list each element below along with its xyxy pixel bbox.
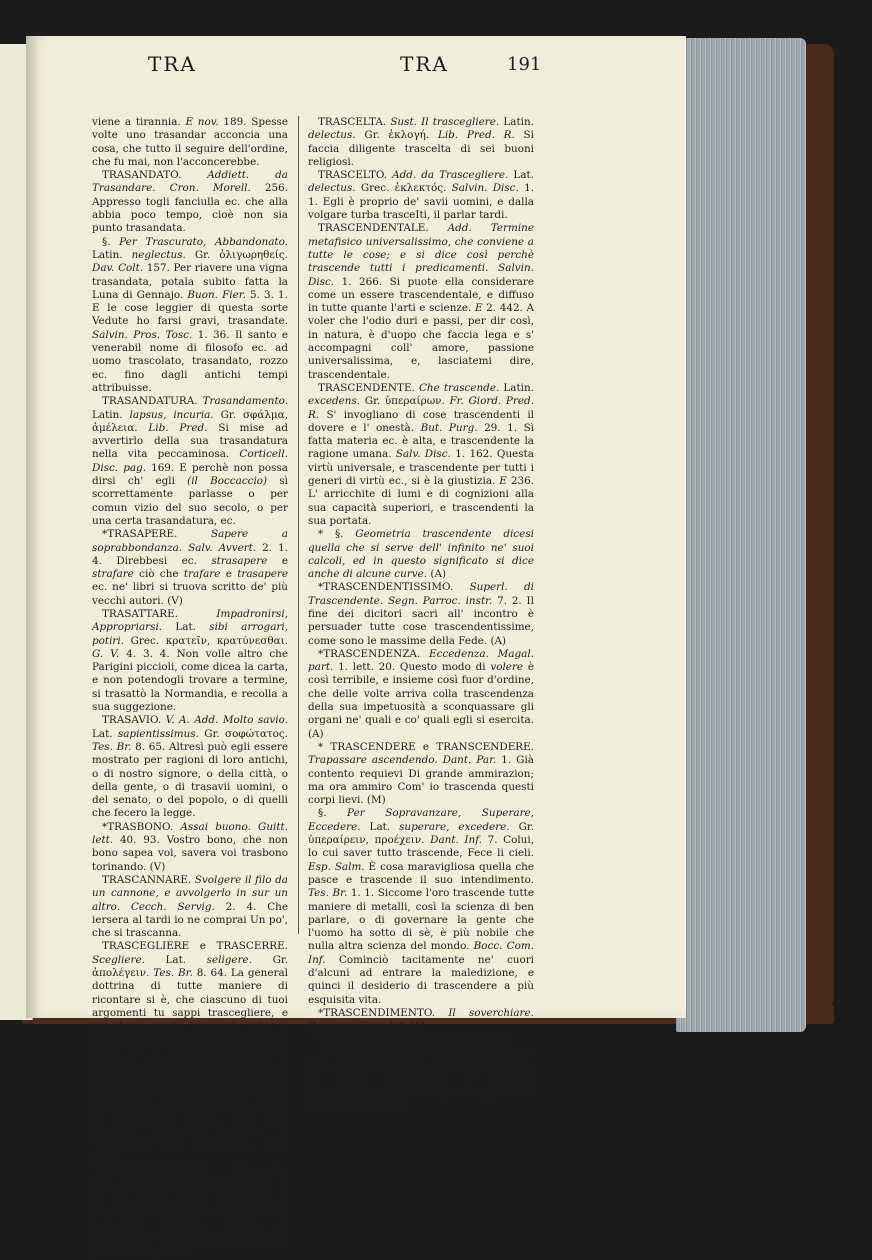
text-run: 1. 162. Questa virtù universale, e trascendente per tutti i generi di virtù ec., si è la giustizia. — [308, 448, 534, 488]
entry-paragraph — [308, 382, 534, 528]
text-run: Lat. — [92, 1179, 119, 1192]
italic-run: Sapere a soprabbondanza. Salv. Avvert. — [92, 528, 288, 554]
text-run: 7. Colui, lo cui saver tutto trascende, Fece li cieli. — [308, 834, 534, 860]
italic-run: Lib. Pred. — [148, 421, 208, 434]
italic-run: Tes. Br. — [153, 967, 193, 979]
entry-paragraph — [308, 528, 534, 581]
italic-run: volere — [490, 661, 524, 674]
text-run: 7. 2. Il fine dei dicitori sacri all' incontro è persuader tutte cose trascendentissime, come sono le massime della Fede. (A) — [308, 594, 534, 647]
italic-run: (il Boccaccio) — [187, 475, 268, 488]
text-run: 29. 1. Sì fatta materia ec. è alta, e trascendente la ragione umana. — [308, 421, 535, 461]
text-run: §. — [318, 807, 348, 820]
guide-word-left: TRA — [148, 52, 197, 76]
text-run: 157. Udendo la vipra così parlare la lima, fu molto insuperbita, e vennela trascinando per la casa. — [308, 1060, 534, 1099]
text-run: 167. Le quali — [108, 1099, 191, 1112]
italic-run: Scegliere. — [92, 953, 145, 966]
text-run: 5. 12. 6. Se per ispessezza de' frutti si caricassero troppo i rami, si se ne deono del mese di Giugno e di Luglio trascerre tutti i viziosi. — [92, 1046, 288, 1099]
italic-run: Per Sopravanzare, Superare, Eccedere. — [308, 807, 534, 833]
italic-run: Lib. Pred. R. — [437, 129, 515, 142]
italic-run: Assai buono. Guitt. lett. — [92, 820, 288, 847]
text-run: S' invogliano di cose trascendenti il dovere e l' onestà. — [308, 408, 534, 434]
entry-paragraph — [308, 807, 534, 1006]
text-run: e — [220, 568, 238, 581]
text-run: TRASCERRE. — [318, 1033, 393, 1046]
entry-paragraph — [308, 116, 534, 169]
text-run: , giunte al desiderato monte, con ogni maggior prestezza attesero a trasceglier quei semi l'uno dall' altro. — [92, 1099, 288, 1166]
text-run: Latin. — [92, 248, 132, 261]
entry-paragraph — [92, 608, 288, 714]
text-run: Gr. ἀπολέγειν. — [92, 953, 289, 979]
entry-paragraph — [92, 395, 288, 528]
italic-run: Trascelta. — [235, 1166, 288, 1179]
text-run: Si mise ad avvertirlo della sua trasandatura nella vita peccaminosa. — [92, 421, 288, 461]
italic-run: Tes. Br. — [308, 887, 348, 900]
text-run: Lat. — [144, 953, 207, 966]
text-run: 2. 4. Che iersera al tardi io ne comprai Un po', che si trascanna. — [92, 900, 288, 940]
text-run: 1778; — [338, 1099, 376, 1112]
text-run: 1. Già contento requievi Di grande ammirazion; ma ora ammiro Com' io trascenda questi corpi lievi. (M) — [308, 754, 535, 807]
text-run: TRASCELTO. — [318, 169, 393, 182]
italic-run: Superl. di Trascendente. Segn. Parroc. instr. — [308, 581, 534, 607]
text-run: 157. Per riavere una vigna trasandata, potala subito fatta la Luna di Gennajo. — [92, 262, 288, 301]
italic-run: superare, excedere. — [399, 820, 510, 833]
italic-run: trafare — [183, 568, 221, 581]
italic-run: Geometria trascendente dicesi quella che si serve dell' infinito ne' suoi calcoli, ed in questo significato si dice anche di alcune curve. — [308, 528, 534, 581]
text-run: TRASCEGLIMENTO. — [102, 1166, 236, 1179]
left-column — [92, 116, 288, 1260]
text-run: §. — [102, 235, 120, 248]
italic-run: sapientissimus. — [117, 727, 199, 740]
italic-run: Add. Termine metafisico universalissimo, che conviene a tutte le cose; e si dice così perchè trascende tutti i predicamenti. Salvin. Disc. — [308, 222, 535, 288]
text-run: 236. L' arricchite di lumi e di cognizioni alla sua capacità superiori, e trascendenti la sua portata. — [308, 475, 534, 527]
italic-run: Buon. Fier. — [187, 288, 246, 301]
italic-run: G. V. — [92, 647, 120, 660]
italic-run: excedens. — [308, 395, 361, 408]
text-run: e — [267, 554, 288, 567]
text-run: Gr. σφάλμα, ἀμέλεια. — [92, 408, 288, 434]
text-run: 1. lett. 20. Questo modo di — [333, 661, 491, 674]
italic-run: Trapassare ascendendo. Dant. Par. — [308, 754, 497, 767]
text-run: viene a tirannia. — [92, 116, 186, 128]
text-run: Gr. ὑπεραίρειν, προέχειν. — [308, 820, 535, 847]
entry-paragraph — [92, 940, 288, 1166]
text-run: Lat. — [508, 169, 534, 182]
entry-paragraph — [92, 528, 288, 608]
italic-run: But. Purg. — [420, 421, 478, 434]
italic-run: Impadronirsi, Appropriarsi. — [92, 607, 288, 634]
text-run: Cominciò tacitamente ne' cuori d'alcuni ad entrare la maledizione, e quinci il desiderio di trascendere a più esquisita vita. — [308, 953, 534, 1006]
italic-run: Cr. — [92, 1046, 108, 1059]
text-run: TRASCENDENTE. — [318, 381, 419, 394]
text-run: 40. 93. Vostro bono, che non bono sapea voi, saverа voi trasbono torinando. (V) — [92, 834, 288, 873]
entry-paragraph — [92, 1166, 288, 1259]
text-run: Lat. — [360, 820, 400, 833]
text-run: Gr. ὀλιγωρηθείς. — [185, 248, 288, 261]
text-run: TRASCEGLIERE. — [415, 1033, 510, 1046]
italic-run: Dav. Colt. — [92, 262, 144, 275]
italic-run: Dant. Inf. — [430, 834, 482, 847]
text-run: *TRASCENDENTISSIMO. — [318, 581, 470, 594]
italic-run: Corticell. Disc. pag. — [92, 448, 288, 474]
text-run: Latin. — [499, 116, 534, 128]
entry-paragraph — [308, 169, 534, 222]
text-run: 5. 3. 1. E le cose leggier di questa sorte Vedute ho farsi gravi, trasandate. — [92, 288, 288, 328]
italic-run: Bocc. Com. Inf. — [308, 940, 534, 966]
text-run: Gr. σοφώτατος. — [198, 727, 288, 740]
italic-run: E — [499, 475, 507, 488]
entry-paragraph — [92, 821, 288, 874]
entry-paragraph — [92, 874, 288, 940]
italic-run: Svolgere il filo da un cannone, e avvolgerlo in sur un altro. Cecch. Servig. — [92, 873, 288, 913]
italic-run: Trasandamento. — [202, 395, 288, 408]
text-run: 4. 3. 4. Non volle altro che Parigini piccioli, come dicea la carta, e non potendogli trovare a termine, si trasattò la Normandia, e recolla a sua suggezione. — [92, 647, 289, 714]
text-run: 1. 36. Il santo e venerabil nome di filosofo ec. ad uomo trascolato, trasandato, rozzo ec. fino dagli antichi tempi attribuisse. — [92, 328, 288, 394]
text-run: *TRASAPERE. — [102, 528, 211, 541]
text-run: Lat. — [162, 621, 210, 634]
entry-paragraph — [92, 169, 288, 235]
italic-run: quella — [375, 1099, 408, 1112]
italic-run: Eccedenza. Magal. part. — [308, 647, 534, 674]
right-column — [308, 116, 534, 1113]
italic-run: Sust. Il trascegliere. — [390, 116, 500, 128]
page-number: 191 — [507, 54, 542, 75]
text-run: 189. Spesse volte uno trasandar acconcia una cosa, che tutto il seguire dell'ordine, che fu mai, non l'acconcerebbe. — [92, 116, 289, 168]
entry-paragraph — [308, 1047, 534, 1113]
italic-run: trasapere — [237, 568, 288, 581]
entry-paragraph — [308, 648, 534, 741]
italic-run: E nov. — [185, 116, 219, 128]
text-run: Gr. ἐκλογή. — [355, 129, 438, 142]
text-run: 2. 442. A voler che l'odio duri e passi, per dir così, in natura, è d'uopo che faccia lega e s' accompagni coll' amore, passione universalissima, e, lasciatemi dire, trascendentale. — [308, 302, 534, 381]
entry-paragraph — [308, 222, 534, 382]
italic-run: (Così legge l'ediz. di Fir. — [308, 1086, 534, 1112]
text-run: * §. — [318, 528, 356, 541]
text-run: TRASCELTA. — [318, 116, 391, 128]
text-run: 1. 1. Siccome l'oro trascende tutte maniere di metalli, così la scienza di ben parlare, o di governare la gente che l'uomo ha sotto di sè, è più nobile che nulla altra scienza del mondo. — [308, 887, 534, 953]
text-run: TRASAVIO. — [102, 714, 166, 727]
italic-run: Ved. — [392, 1033, 416, 1046]
text-run: 256. Appresso togli fanciulla ec. che alla abbia poco tempo, cioè non sia punto trasandata. — [92, 182, 288, 235]
entry-paragraph — [308, 1007, 534, 1034]
italic-run: Che trascende. — [418, 381, 500, 394]
text-run: *TRASCENDIMENTO. — [318, 1006, 449, 1019]
text-run: TRASANDATURA. — [102, 395, 203, 408]
italic-run: strasapere — [211, 554, 268, 567]
italic-run: strafare — [92, 568, 134, 581]
italic-run: Esp. Salm. — [308, 860, 365, 873]
entry-paragraph — [308, 1033, 534, 1046]
column-rule — [298, 116, 299, 934]
text-run: 2. 1. 4. Direbbesi ec. — [92, 541, 289, 567]
text-run: 1. 5. La purità e la proprietà, il trascegliimento delle voci si studia, acciocchè possano servire di strumenti e d'armi alla bella e alla grande eloquenza. — [92, 1179, 288, 1259]
italic-run: E — [474, 302, 483, 315]
text-run: 1. 1. Egli è proprio de' savii uomini, e dalla volgare turba trasceIti, il parlar tardi. — [308, 182, 534, 222]
text-run: *TRASBONO. — [102, 820, 181, 833]
entry-paragraph — [92, 116, 288, 169]
page-edges — [676, 38, 806, 1032]
text-run: TRASATTARE. — [102, 607, 217, 620]
italic-run: (formiche) — [190, 1099, 246, 1112]
italic-run: neglectus. — [131, 248, 186, 261]
text-run: Lat. — [92, 727, 118, 740]
guide-word-right: TRA — [400, 52, 449, 76]
italic-run: Addiett. da Trasandare. Cron. Morell. — [92, 169, 288, 195]
text-run: (A) — [427, 568, 447, 581]
italic-run: Salvin. Pros. Tosc. — [92, 328, 193, 341]
text-run: 8. 65. Altresì può egli essere mostrato per ragioni di loro antichi, o di nostro signore, o della città, o della gente, o di trasavii uomini, o del senato, o del popolo, o di quelli che fecero la legge. — [92, 740, 288, 820]
italic-run: Fir. As. — [92, 1086, 288, 1112]
italic-run: delectus. — [308, 129, 356, 142]
italic-run: seligere. — [206, 953, 253, 966]
text-run: Gr. ὑπεραίρων. — [360, 395, 450, 408]
text-run: 169. E perchè non possa dirsi ch' egli — [92, 461, 288, 488]
text-run: *TRASCENDENZA. — [318, 647, 430, 660]
entry-paragraph — [92, 236, 288, 396]
italic-run: lapsus, incuria. — [129, 408, 214, 421]
text-run: Latin. — [499, 381, 534, 394]
text-run: TRASCANNARE. — [102, 873, 195, 886]
entry-paragraph — [308, 741, 534, 807]
text-run: Grec. ἐκλεκτός. — [355, 182, 452, 195]
italic-run: V. A. Add. Molto savio. — [165, 714, 288, 727]
text-run: Grec. κρατεῖν, κρατύνεσθαι. — [124, 634, 288, 647]
text-run: ec. ne' libri si truova scritto de' più vecchi autori. (V) — [92, 581, 288, 607]
italic-run: Per Trascurato, Abbandonato. — [119, 235, 288, 248]
italic-run: delectus. Salvin. Pros. Tosc. — [118, 1179, 273, 1192]
italic-run: Tes. Br. — [92, 740, 132, 753]
text-run: 8. 64. La general dottrina di tutte maniere di ricontare si è, che ciascuno di tuoi argomenti tu sappi trascegliere, e prendere quello che più vale, e ricontarlo al più breve che tu puoi. — [92, 967, 288, 1046]
text-run: * TRASCINARE. — [318, 1046, 410, 1059]
italic-run: Add. da Trascegliere. — [392, 169, 509, 182]
text-run: Si faccia diligente trascelta di sei buoni religiosi. — [308, 129, 534, 168]
italic-run: Fr. Giord. Pred. R. — [308, 395, 534, 421]
text-run: TRASANDATO. — [102, 169, 208, 182]
text-run: 1. 266. Si puote ella considerare come un essere trascendentale, e diffuso in tutte quante l'arti e scienze. — [308, 275, 534, 315]
text-run: è così terribile, e insieme così fuor d'ordine, che delle volte arriva colla trascendenza della sua impetuosità a sconquassare gli organi ne' quali e co' quali egli si esercita. (A) — [308, 661, 534, 740]
text-run: * TRASCENDERE e TRANSCENDERE. — [318, 740, 534, 753]
italic-run: sibi arrogari, potiri. — [92, 621, 288, 647]
text-run: Latin. — [92, 408, 130, 421]
text-run: TRASCENDENTALE. — [318, 222, 448, 235]
italic-run: Salvin. Disc. — [451, 182, 519, 195]
italic-run: delectus. — [308, 182, 356, 195]
italic-run: Strascinare. Fav. Esop. — [409, 1046, 534, 1059]
text-run: TRASCEGLIERE e TRASCERRE. — [102, 940, 288, 953]
text-run: sì scorrettamente parlasse o per comun vizio del suo secolo, o per una certa trasandatura, ec. — [92, 475, 289, 527]
text-run: È cosa maravigliosa quella che pasce e trascende il suo intendimento. — [308, 860, 534, 886]
entry-paragraph — [92, 714, 288, 820]
italic-run: Salv. Disc. — [395, 448, 451, 461]
text-run: (A) — [406, 1020, 426, 1033]
italic-run: Il soverchiare. Boccacc. Com. Inf. — [308, 1006, 534, 1033]
entry-paragraph — [308, 581, 534, 647]
text-run: ciò che — [133, 568, 184, 581]
